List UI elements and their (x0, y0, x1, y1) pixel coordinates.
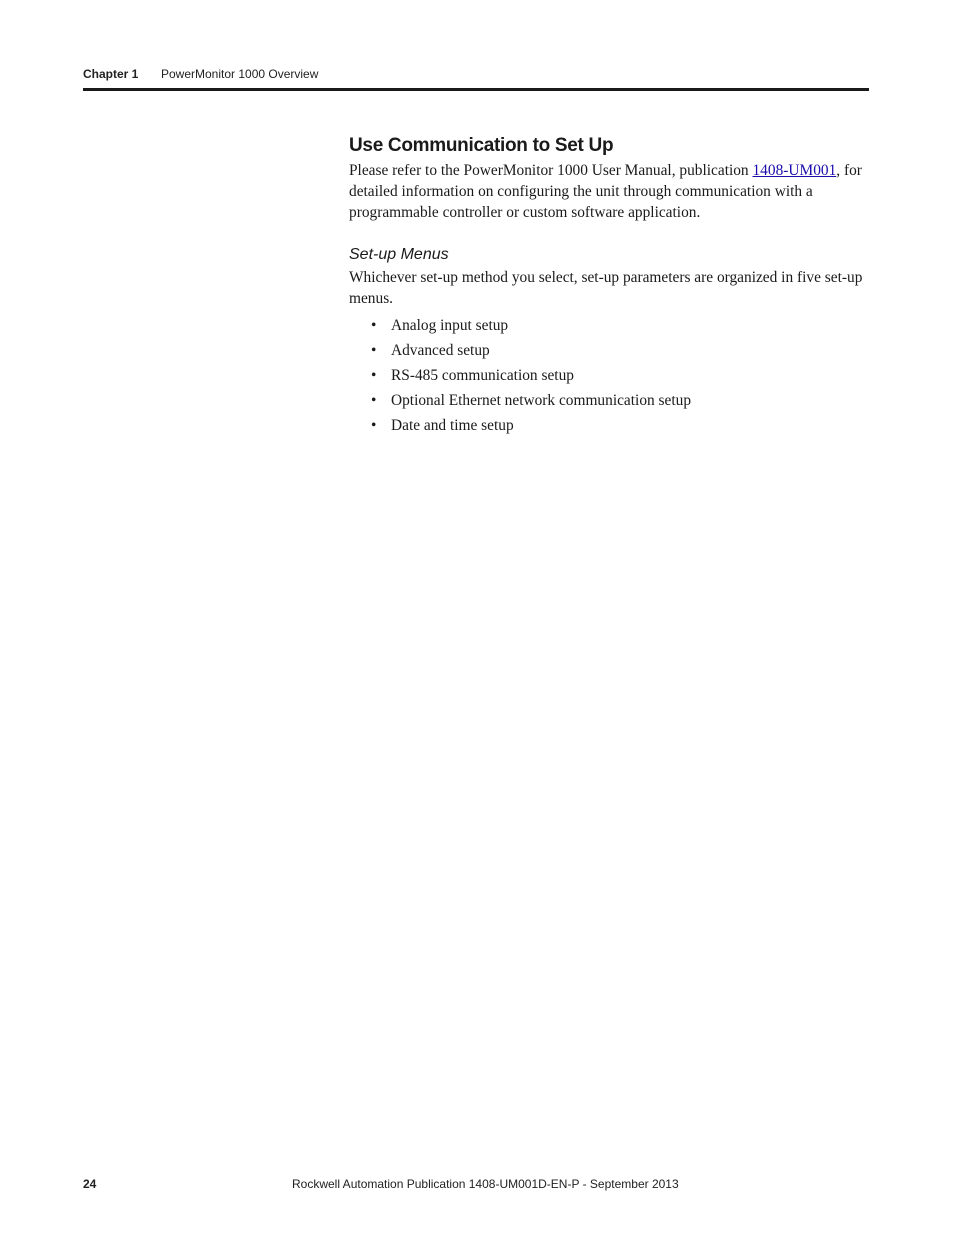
list-item-label: Date and time setup (391, 417, 514, 434)
list-item (349, 388, 871, 413)
bullet-icon: • (371, 342, 377, 359)
list-item-label: RS-485 communication setup (391, 367, 574, 384)
main-content (349, 132, 871, 438)
list-item (349, 338, 871, 363)
subsection-heading: Set-up Menus (349, 246, 449, 263)
bullet-icon: • (371, 367, 377, 384)
list-item-label: Advanced setup (391, 342, 490, 359)
chapter-label: Chapter 1 (83, 67, 139, 81)
list-item (349, 413, 871, 438)
intro-text-start: Please refer to the PowerMonitor 1000 User Manual, publication (349, 162, 753, 179)
page-number: 24 (83, 1177, 97, 1191)
bullet-icon: • (371, 392, 377, 409)
intro-text-end: , for detailed information on configuring the unit through communication with a programmable controller or custom software application. (349, 162, 862, 221)
list-item-label: Optional Ethernet network communication setup (391, 392, 692, 409)
list-item (349, 313, 871, 338)
setup-menus-paragraph: Whichever set-up method you select, set-up parameters are organized in five set-up menus. (349, 269, 863, 307)
setup-menu-list (349, 313, 871, 438)
section-heading: Use Communication to Set Up (349, 135, 614, 156)
intro-paragraph (349, 160, 871, 223)
publication-link[interactable]: 1408-UM001 (752, 162, 837, 179)
list-item (349, 363, 871, 388)
header-divider (83, 88, 869, 91)
bullet-icon: • (371, 317, 377, 334)
publication-footer: Rockwell Automation Publication 1408-UM001D-EN-P - September 2013 (292, 1177, 679, 1191)
chapter-title: PowerMonitor 1000 Overview (161, 67, 319, 81)
list-item-label: Analog input setup (391, 317, 509, 334)
bullet-icon: • (371, 417, 377, 434)
